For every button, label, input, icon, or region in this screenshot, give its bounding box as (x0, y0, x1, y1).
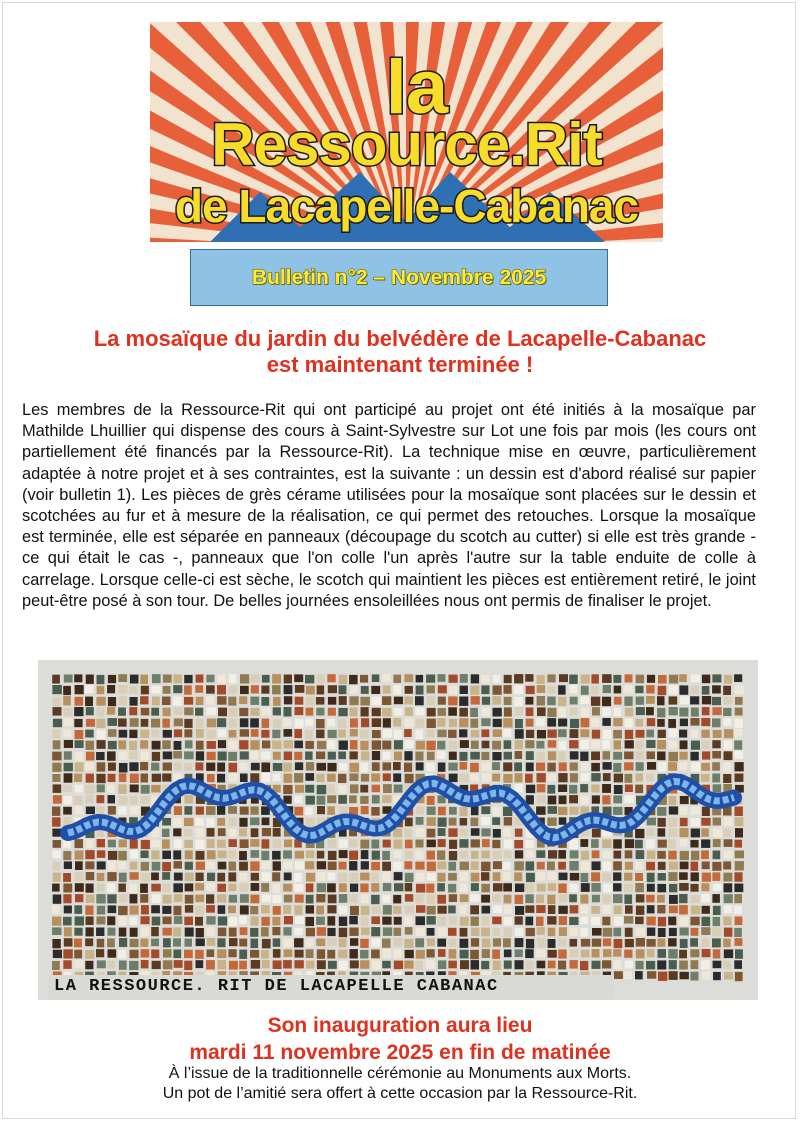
closing-note-line-2: Un pot de l’amitié sera offert à cette occasion par la Ressource-Rit. (162, 1085, 638, 1102)
article-paragraph: Les membres de la Ressource-Rit qui ont participé au projet ont été initiés à la mosaïque par Mathilde Lhuillier qui dispense des cours à Saint-Sylvestre sur Lot une fois par mois (les cours ont partiellement été financés par la Ressource-Rit). La technique mise en œuvre, particulièrement adaptée à notre projet et à ses contraintes, est la suivante : un dessin est d'abord réalisé sur papier (voir bulletin 1). Les pièces de grès cérame utilisées pour la mosaïque sont placées sur le dessin et scotchées au fur et à mesure de la réalisation, ce qui permet des retouches. Lorsque la mosaïque est terminée, elle est séparée en panneaux (découpage du scotch au cutter) si elle est très grande - ce qui était le cas -, panneaux que l'on colle l'un après l'autre sur la table enduite de colle à carrelage. Lorsque celle-ci est sèche, le scotch qui maintient les pièces est entièrement retiré, le joint peut-être posé à son tour. De belles journées ensoleillées nous ont permis de finaliser le projet. (22, 401, 756, 610)
banner-title-sub: de Lacapelle-Cabanac (174, 180, 639, 232)
banner-title-la: la (385, 45, 448, 130)
closing-note-line-1: À l’issue de la traditionnelle cérémonie au Monuments aux Morts. (168, 1065, 632, 1082)
closing-note (20, 1064, 780, 1104)
inauguration-announcement (20, 1012, 780, 1066)
inauguration-line-2: mardi 11 novembre 2025 en fin de matinée (189, 1041, 611, 1064)
inauguration-line-1: Son inauguration aura lieu (267, 1014, 533, 1037)
headline (20, 326, 780, 378)
bulletin-label: Bulletin n°2 – Novembre 2025 (251, 265, 547, 289)
bulletin-box (190, 249, 608, 306)
mosaic-caption: LA RESSOURCE. RIT DE LACAPELLE CABANAC (48, 975, 614, 999)
mosaic-tiles (38, 660, 758, 1000)
headline-line-2: est maintenant terminée ! (266, 352, 534, 377)
header-banner (150, 22, 663, 242)
headline-line-1: La mosaïque du jardin du belvédère de Lacapelle-Cabanac (93, 326, 707, 351)
banner-title-main: Ressource.Rit (211, 111, 602, 178)
mosaic-photo (38, 660, 758, 1000)
